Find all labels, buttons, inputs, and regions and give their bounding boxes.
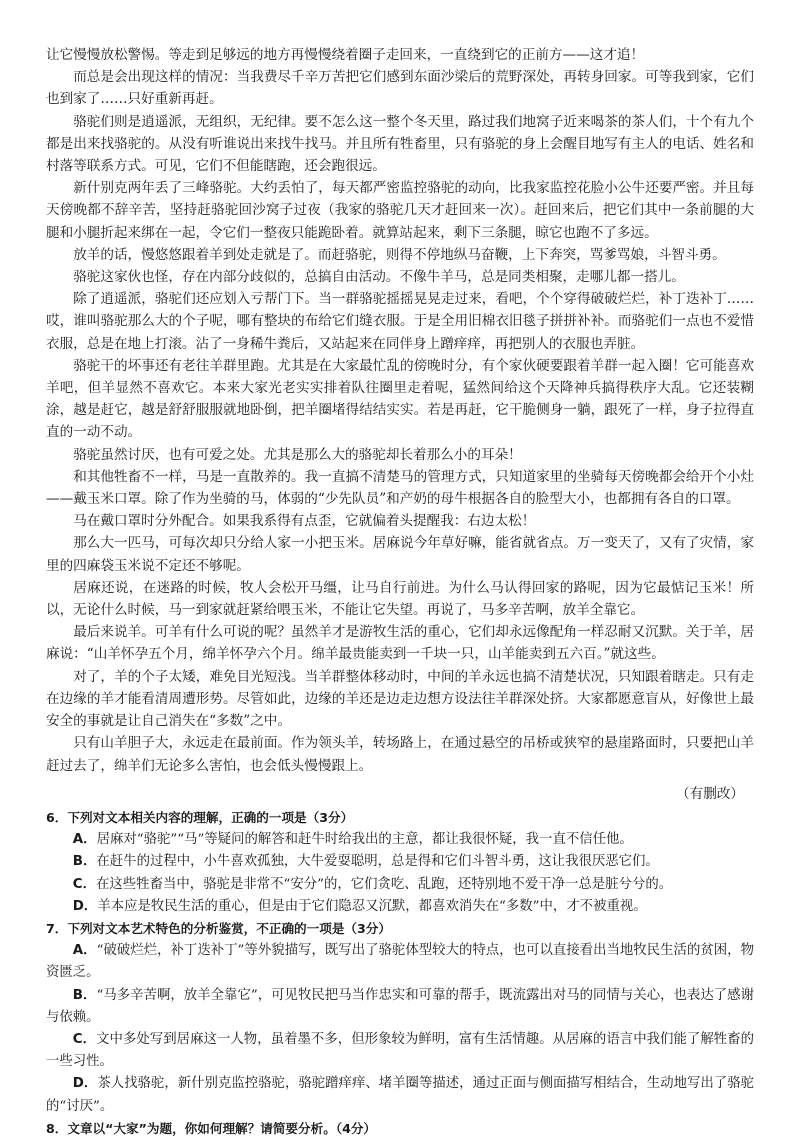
passage-paragraph: 骆驼这家伙也怪，存在内部分歧似的，总搞自由活动。不像牛羊马，总是同类相聚，走哪儿都一搭儿。	[73, 269, 685, 286]
option-letter: D．	[72, 898, 98, 914]
passage-paragraph: 新什别克两年丢了三峰骆驼。大约丢怕了，每天都严密监控骆驼的动向，比我家监控花脸小公牛还要严密。并且每天傍晚都不辞辛苦，坚持赶骆驼回沙窝子过夜（我家的骆驼几天才赶回来一次）。赶回来后，把它们其中一条前腿的大腿和小腿折起来绑在一起，令它们一整夜只能跪卧着。就算站起来，剩下三条腿，晾它也跑不了多远。	[46, 180, 754, 241]
option-letter: B．	[72, 987, 97, 1003]
option-text: 在这些牲畜当中，骆驼是非常不“安分”的，它们贪吃、乱跑，还特别地不爱干净一总是脏兮兮的。	[96, 876, 673, 892]
option-text: 文中多处写到居麻这一人物，虽着墨不多，但形象较为鲜明，富有生活情趣。从居麻的语言中我们能了解牲畜的一些习性。	[46, 1031, 755, 1070]
passage-paragraph: 对了，羊的个子太矮，难免目光短浅。当羊群整体移动时，中间的羊永远也搞不清楚状况，只知跟着瞎走。只有走在边缘的羊才能看清周遭形势。尽管如此，边缘的羊还是边走边想方设法往羊群深处挤。大家都愿意盲从，好像世上最安全的事就是让自己消失在“多数”之中。	[46, 668, 754, 730]
passage-paragraph: 马在戴口罩时分外配合。如果我系得有点歪，它就偏着头提醒我：右边太松！	[73, 513, 536, 530]
option-letter: C．	[72, 1031, 97, 1047]
passage-paragraph: 放羊的话，慢悠悠跟着羊到处走就是了。而赶骆驼，则得不停地纵马奋鞭，上下奔突，骂爹骂娘，斗智斗勇。	[73, 246, 726, 263]
option-letter: A．	[72, 832, 97, 848]
question-7	[46, 918, 754, 1118]
option-a	[46, 829, 754, 851]
passage-paragraph: 居麻还说，在迷路的时候，牧人会松开马缰，让马自行前进。为什么马认得回家的路呢，因为它最惦记玉米！所以，无论什么时候，马一到家就赶紧给喂玉米，不能让它失望。再说了，马多辛苦啊，放羊全靠它。	[46, 579, 754, 619]
option-text: 居麻对“骆驼”“马”等疑问的解答和赶牛时给我出的主意，都让我很怀疑，我一直不信任他。	[96, 832, 633, 848]
passage-paragraph: 那么大一匹马，可每次却只分给人家一小把玉米。居麻说今年草好嘛，能省就省点。万一变天了，又有了灾情，家里的四麻袋玉米说不定还不够呢。	[46, 535, 754, 574]
option-d	[46, 1073, 754, 1117]
question-stem: 7．下列对文本艺术特色的分析鉴赏，不正确的一项是（3分）	[46, 920, 391, 936]
option-text: “马多辛苦啊，放羊全靠它”，可见牧民把马当作忠实和可靠的帮手，既流露出对马的同情与关心，也表达了感谢与依赖。	[46, 987, 754, 1025]
passage-paragraph: 而总是会出现这样的情况：当我费尽千辛万苦把它们感到东面沙梁后的荒野深处，再转身回家。可等我到家，它们也到家了……只好重新再赶。	[46, 69, 754, 108]
reading-passage	[46, 44, 754, 777]
option-letter: D．	[72, 1076, 98, 1092]
question-stem: 6．下列对文本相关内容的理解，正确的一项是（3分）	[46, 809, 354, 825]
passage-paragraph: 骆驼们则是逍遥派，无组织，无纪律。要不怎么这一整个冬天里，路过我们地窝子近来喝茶的茶人们，十个有九个都是出来找骆驼的。从没有听谁说出来找牛找马。并且所有牲畜里，只有骆驼的身上会醒目地写有主人的电话、姓名和村落等联系方式。可见，它们不但能瞎跑，还会跑很远。	[46, 113, 754, 175]
passage-paragraph: 骆驼干的坏事还有老往羊群里跑。尤其是在大家最忙乱的傍晚时分，有个家伙硬要跟着羊群一起入圈！它可能喜欢羊吧，但羊显然不喜欢它。本来大家光老实实排着队往圈里走着呢，猛然间给这个天降神兵搞得秩序大乱。它还装糊涂，越是赶它，越是舒舒服服就地卧倒，把羊圈堵得结结实实。若是再赶，它干脆侧身一躺，跟死了一样，身子拉得直直的一动不动。	[46, 357, 754, 441]
option-text: 在赶牛的过程中，小牛喜欢孤独，大牛爱耍聪明，总是得和它们斗智斗勇，这让我很厌恶它们。	[96, 854, 659, 870]
option-letter: A．	[72, 943, 97, 959]
option-text: “破破烂烂，补丁迭补丁”等外貌描写，既写出了骆驼体型较大的特点，也可以直接看出当地牧民生活的贫困，物资匮乏。	[46, 943, 754, 981]
option-text: 羊本应是牧民生活的重心，但是由于它们隐忍又沉默，都喜欢消失在“多数”中，才不被重视。	[97, 898, 647, 914]
passage-paragraph: 骆驼虽然讨厌，也有可爱之处。尤其是那么大的骆驼却长着那么小的耳朵！	[73, 446, 522, 463]
option-c	[46, 874, 754, 896]
option-text: 茶人找骆驼，新什别克监控骆驼，骆驼蹭痒痒、堵羊圈等描述，通过正面与侧面描写相结合，生动地写出了骆驼的“讨厌”。	[46, 1076, 754, 1114]
option-b	[46, 851, 754, 873]
option-letter: B．	[72, 854, 97, 870]
option-b	[46, 985, 754, 1029]
source-note: （有删改）	[676, 785, 744, 802]
passage-paragraph: 最后来说羊。可羊有什么可说的呢？虽然羊才是游牧生活的重心，它们却永远像配角一样忍耐又沉默。关于羊，居麻说：“山羊怀孕五个月，绵羊怀孕六个月。绵羊最贵能卖到一千块一只，山羊能卖到五六百。”就这些。	[46, 624, 754, 663]
passage-paragraph: 和其他牲畜不一样，马是一直散养的。我一直搞不清楚马的管理方式，只知道家里的坐骑每天傍晚都会给开个小灶——戴玉米口罩。除了作为坐骑的马，体弱的“少先队员”和产奶的母牛根据各自的脸型大小，也都拥有各自的口罩。	[46, 468, 754, 508]
passage-paragraph: 让它慢慢放松警惕。等走到足够远的地方再慢慢绕着圈子走回来，一直绕到它的正前方——这才追！	[46, 47, 645, 63]
option-letter: C．	[72, 876, 97, 892]
option-a	[46, 940, 754, 984]
question-8	[46, 1118, 754, 1140]
question-6	[46, 807, 754, 918]
question-stem: 8．文章以“大家”为题，你如何理解？请简要分析。（4分）	[46, 1120, 377, 1136]
passage-paragraph: 除了逍遥派，骆驼们还应划入亏帮门下。当一群骆驼摇摇晃晃走过来，看吧，个个穿得破破烂烂，补丁迭补丁……哎，谁叫骆驼那么大的个子呢，哪有整块的布给它们缝衣服。于是全用旧棉衣旧毯子拼拼补补。而骆驼们一点也不爱惜衣服，总是在地上打滚。沾了一身稀牛粪后，又站起来在同伴身上蹭痒痒，再把别人的衣服也弄脏。	[46, 291, 754, 352]
exam-page	[46, 44, 754, 1140]
option-c	[46, 1029, 754, 1073]
option-d	[46, 896, 754, 918]
passage-paragraph: 只有山羊胆子大，永远走在最前面。作为领头羊，转场路上，在通过悬空的吊桥或狭窄的悬崖路面时，只要把山羊赶过去了，绵羊们无论多么害怕，也会低头慢慢跟上。	[46, 735, 754, 774]
